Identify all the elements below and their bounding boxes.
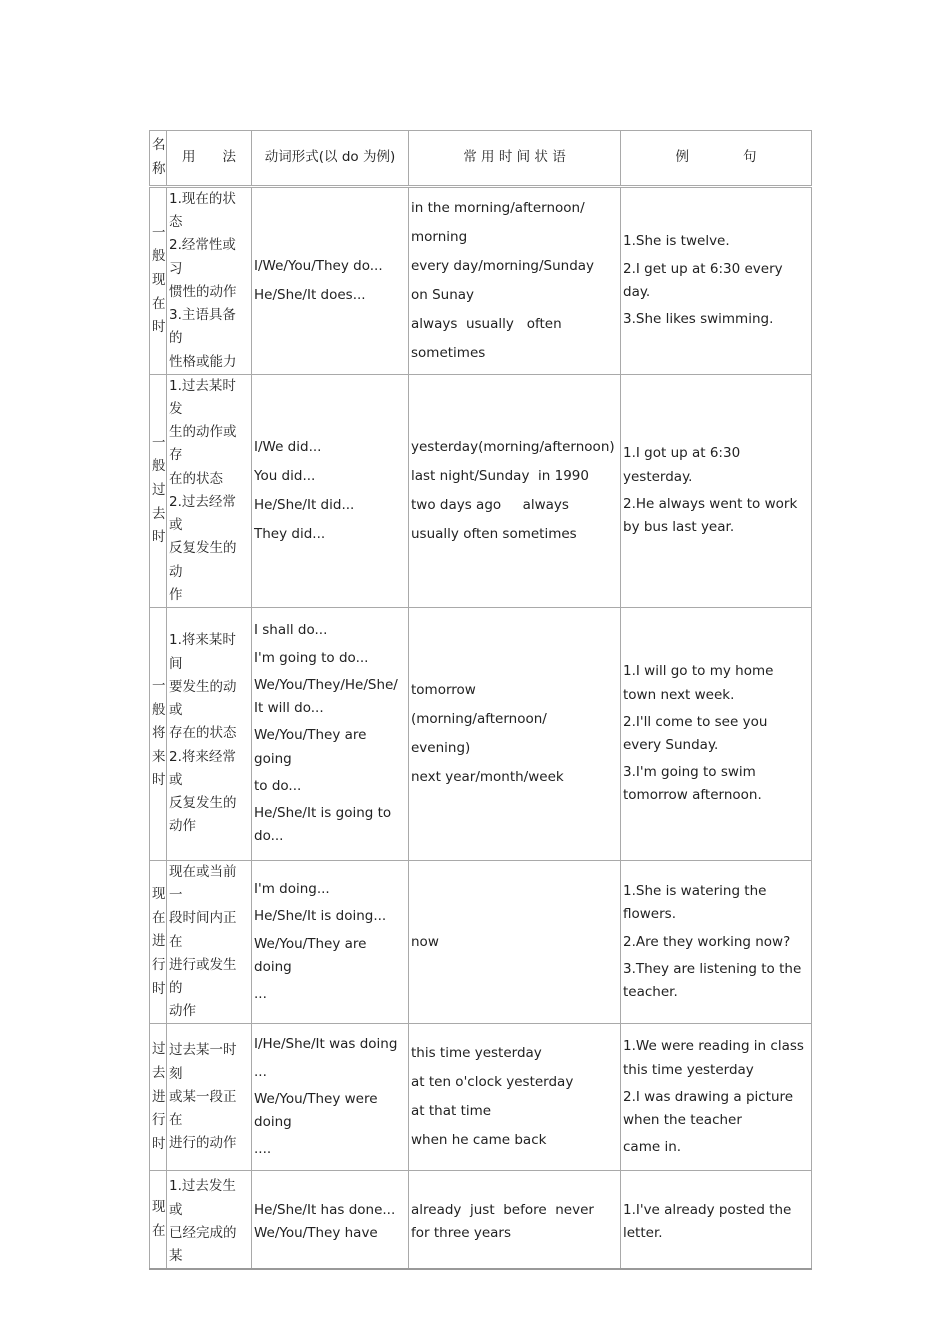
time-adverbial-line: at that time [411, 1103, 492, 1120]
tense-name-char: 般 [152, 458, 166, 475]
tense-name-char: 时 [152, 1135, 166, 1152]
tense-name-char: 时 [152, 772, 166, 789]
header-name-line: 称 [152, 161, 166, 177]
tense-name-char: 去 [152, 505, 166, 522]
verb-form-line: He/She/It did... [254, 496, 355, 513]
time-adverbial-line: at ten o'clock yesterday [411, 1074, 574, 1091]
time-adverbial-line: tomorrow [411, 681, 476, 698]
example-cell [621, 1024, 812, 1171]
header-row [150, 131, 812, 187]
time-adverbial-line: yesterday(morning/afternoon) [411, 438, 615, 455]
table-row [150, 860, 812, 1024]
verb-form-line: I/He/She/It was doing [254, 1036, 398, 1053]
example-sentence: 2.I was drawing a picture when the teacher [623, 1088, 794, 1129]
tense-name-char: 时 [152, 319, 166, 336]
tense-name-char: 在 [152, 909, 166, 926]
time-adverbial-line: next year/month/week [411, 768, 564, 785]
usage-line: 现在或当前一 [169, 863, 237, 904]
time-adverbial-line: usually often sometimes [411, 525, 577, 542]
usage-line: 惯性的动作 [169, 283, 237, 300]
example-sentence: 1.I got up at 6:30 yesterday. [623, 445, 741, 485]
usage-line: 已经完成的某 [169, 1224, 237, 1265]
header-examples: 例 句 [621, 131, 812, 187]
verb-form-line: He/She/It is doing... [254, 908, 387, 925]
example-sentence: 2.He always went to work by bus last year. [623, 495, 798, 536]
time-adverbial-line: this time yesterday [411, 1045, 542, 1062]
verb-form-line: I'm doing... [254, 881, 330, 898]
tense-name-cell [150, 374, 167, 607]
time-adverbial-line: morning [411, 228, 468, 245]
usage-line: 过去某一时刻 [169, 1042, 237, 1082]
time-adverbial-line: every day/morning/Sunday [411, 257, 595, 274]
usage-line: 1.过去发生或 [169, 1178, 236, 1218]
usage-line: 性格或能力 [169, 353, 237, 370]
verb-form-cell [252, 374, 409, 607]
usage-line: 在的状态 [169, 470, 223, 487]
usage-line: 动作 [169, 818, 196, 835]
tense-name-char: 现 [152, 272, 166, 289]
example-sentence: 1.I will go to my home town next week. [623, 663, 774, 703]
verb-form-line: I'm going to do... [254, 649, 369, 666]
tense-name-char: 一 [152, 677, 166, 694]
verb-form-line: He/She/It is going to do... [254, 804, 392, 845]
usage-line: 3.主语具备的 [169, 307, 236, 347]
verb-form-line: I shall do... [254, 622, 328, 639]
example-sentence: 2.Are they working now? [623, 933, 791, 950]
tense-name-char: 过 [152, 482, 166, 499]
tense-name-cell [150, 187, 167, 375]
header-usage: 用 法 [167, 131, 252, 187]
tense-name-cell [150, 607, 167, 860]
verb-form-cell [252, 860, 409, 1024]
usage-cell [167, 187, 252, 375]
verb-form-line: ... [254, 986, 267, 1003]
usage-line: 生的动作或存 [169, 424, 237, 464]
tense-name-char: 过 [152, 1041, 166, 1058]
example-sentence: 1.She is watering the flowers. [623, 883, 767, 923]
header-time-adverbials: 常 用 时 间 状 语 [409, 131, 621, 187]
time-adverbial-line: always usually often [411, 315, 562, 332]
usage-line: 反复发生的动 [169, 540, 237, 580]
time-adverbial-line: for three years [411, 1224, 512, 1241]
example-cell [621, 187, 812, 375]
tense-name-char: 在 [152, 1222, 166, 1239]
table-row [150, 1171, 812, 1269]
time-adverbial-line: (morning/afternoon/ [411, 710, 547, 727]
usage-line: 2.经常性或习 [169, 237, 236, 277]
verb-form-line: He/She/It has done... [254, 1201, 396, 1218]
tense-name-char: 行 [152, 1112, 166, 1129]
usage-line: 动作 [169, 1003, 196, 1020]
time-adverbial-line: last night/Sunday in 1990 [411, 467, 589, 484]
tense-table [149, 130, 812, 1270]
tense-name-char: 现 [152, 886, 166, 903]
example-sentence: 3.They are listening to the teacher. [623, 960, 802, 1001]
example-cell [621, 374, 812, 607]
verb-form-cell [252, 1171, 409, 1269]
verb-form-cell [252, 187, 409, 375]
time-adverbial-line: in the morning/afternoon/ [411, 199, 585, 216]
time-adverbial-line: already just before never [411, 1201, 594, 1218]
time-adverbial-cell [409, 1171, 621, 1269]
usage-cell [167, 607, 252, 860]
usage-line: 或某一段正在 [169, 1088, 237, 1129]
tense-name-char: 将 [152, 725, 166, 742]
header-name [150, 131, 167, 187]
time-adverbial-line: evening) [411, 739, 471, 756]
usage-line: 2.将来经常或 [169, 748, 236, 788]
verb-form-line: We/You/They have [254, 1224, 378, 1241]
usage-line: 进行的动作 [169, 1135, 237, 1152]
usage-cell [167, 1024, 252, 1171]
tense-name-char: 在 [152, 295, 166, 312]
usage-cell [167, 860, 252, 1024]
verb-form-cell [252, 607, 409, 860]
verb-form-line: to do... [254, 777, 302, 794]
verb-form-cell [252, 1024, 409, 1171]
example-sentence: 3.She likes swimming. [623, 311, 774, 328]
verb-form-line: .... [254, 1141, 272, 1158]
tense-name-char: 去 [152, 1065, 166, 1082]
usage-line: 进行或发生的 [169, 956, 237, 997]
verb-form-line: You did... [254, 467, 316, 484]
usage-line: 存在的状态 [169, 725, 237, 742]
tense-name-char: 时 [152, 980, 166, 997]
verb-form-line: He/She/It does... [254, 286, 366, 303]
example-sentence: 3.I'm going to swim tomorrow afternoon. [623, 764, 762, 804]
usage-line: 作 [169, 586, 183, 603]
table-row [150, 187, 812, 375]
tense-name-char: 进 [152, 933, 166, 950]
tense-name-char: 般 [152, 248, 166, 265]
usage-line: 1.现在的状态 [169, 191, 236, 231]
tense-name-cell [150, 860, 167, 1024]
time-adverbial-cell [409, 374, 621, 607]
example-sentence: 2.I'll come to see you every Sunday. [623, 713, 768, 753]
header-verb-form: 动词形式(以 do 为例) [252, 131, 409, 187]
time-adverbial-cell [409, 607, 621, 860]
header-name-line: 名 [152, 137, 166, 154]
tense-name-char: 一 [152, 224, 166, 241]
example-cell [621, 607, 812, 860]
usage-cell [167, 374, 252, 607]
tense-name-char: 进 [152, 1088, 166, 1105]
tense-name-char: 般 [152, 701, 166, 718]
usage-line: 1.过去某时发 [169, 377, 236, 417]
table-row [150, 1024, 812, 1171]
tense-name-char: 一 [152, 434, 166, 451]
usage-line: 要发生的动或 [169, 678, 237, 719]
verb-form-line: We/You/They/He/She/ It will do... [254, 676, 398, 717]
usage-line: 段时间内正在 [169, 910, 237, 950]
time-adverbial-cell [409, 1024, 621, 1171]
verb-form-line: I/We did... [254, 438, 322, 455]
example-sentence: 1.I've already posted the letter. [623, 1201, 792, 1241]
time-adverbial-line: when he came back [411, 1132, 547, 1149]
verb-form-line: We/You/They are doing [254, 935, 367, 975]
tense-name-char: 来 [152, 748, 166, 765]
verb-form-line: We/You/They are going [254, 727, 367, 767]
example-sentence: 2.I get up at 6:30 every day. [623, 260, 783, 300]
usage-line: 1.将来某时间 [169, 632, 236, 672]
usage-cell [167, 1171, 252, 1269]
verb-form-line: ... [254, 1063, 267, 1080]
time-adverbial-line: on Sunay [411, 286, 475, 303]
verb-form-line: We/You/They were doing [254, 1090, 378, 1131]
time-adverbial-line: sometimes [411, 344, 486, 361]
table-row [150, 374, 812, 607]
usage-line: 2.过去经常或 [169, 493, 236, 534]
time-adverbial-line: now [411, 933, 439, 950]
time-adverbial-cell [409, 187, 621, 375]
example-sentence: 1.She is twelve. [623, 233, 730, 250]
usage-line: 反复发生的 [169, 794, 237, 811]
tense-name-char: 行 [152, 957, 166, 974]
time-adverbial-line: two days ago always [411, 496, 569, 513]
tense-name-char: 现 [152, 1199, 166, 1216]
tense-name-cell [150, 1024, 167, 1171]
verb-form-line: I/We/You/They do... [254, 257, 383, 274]
example-cell [621, 860, 812, 1024]
table-row [150, 607, 812, 860]
example-cell [621, 1171, 812, 1269]
verb-form-line: They did... [254, 525, 326, 542]
example-sentence: 1.We were reading in class this time yesterday [623, 1038, 804, 1078]
tense-name-char: 时 [152, 529, 166, 546]
example-sentence: came in. [623, 1139, 682, 1156]
tense-name-cell [150, 1171, 167, 1269]
time-adverbial-cell [409, 860, 621, 1024]
